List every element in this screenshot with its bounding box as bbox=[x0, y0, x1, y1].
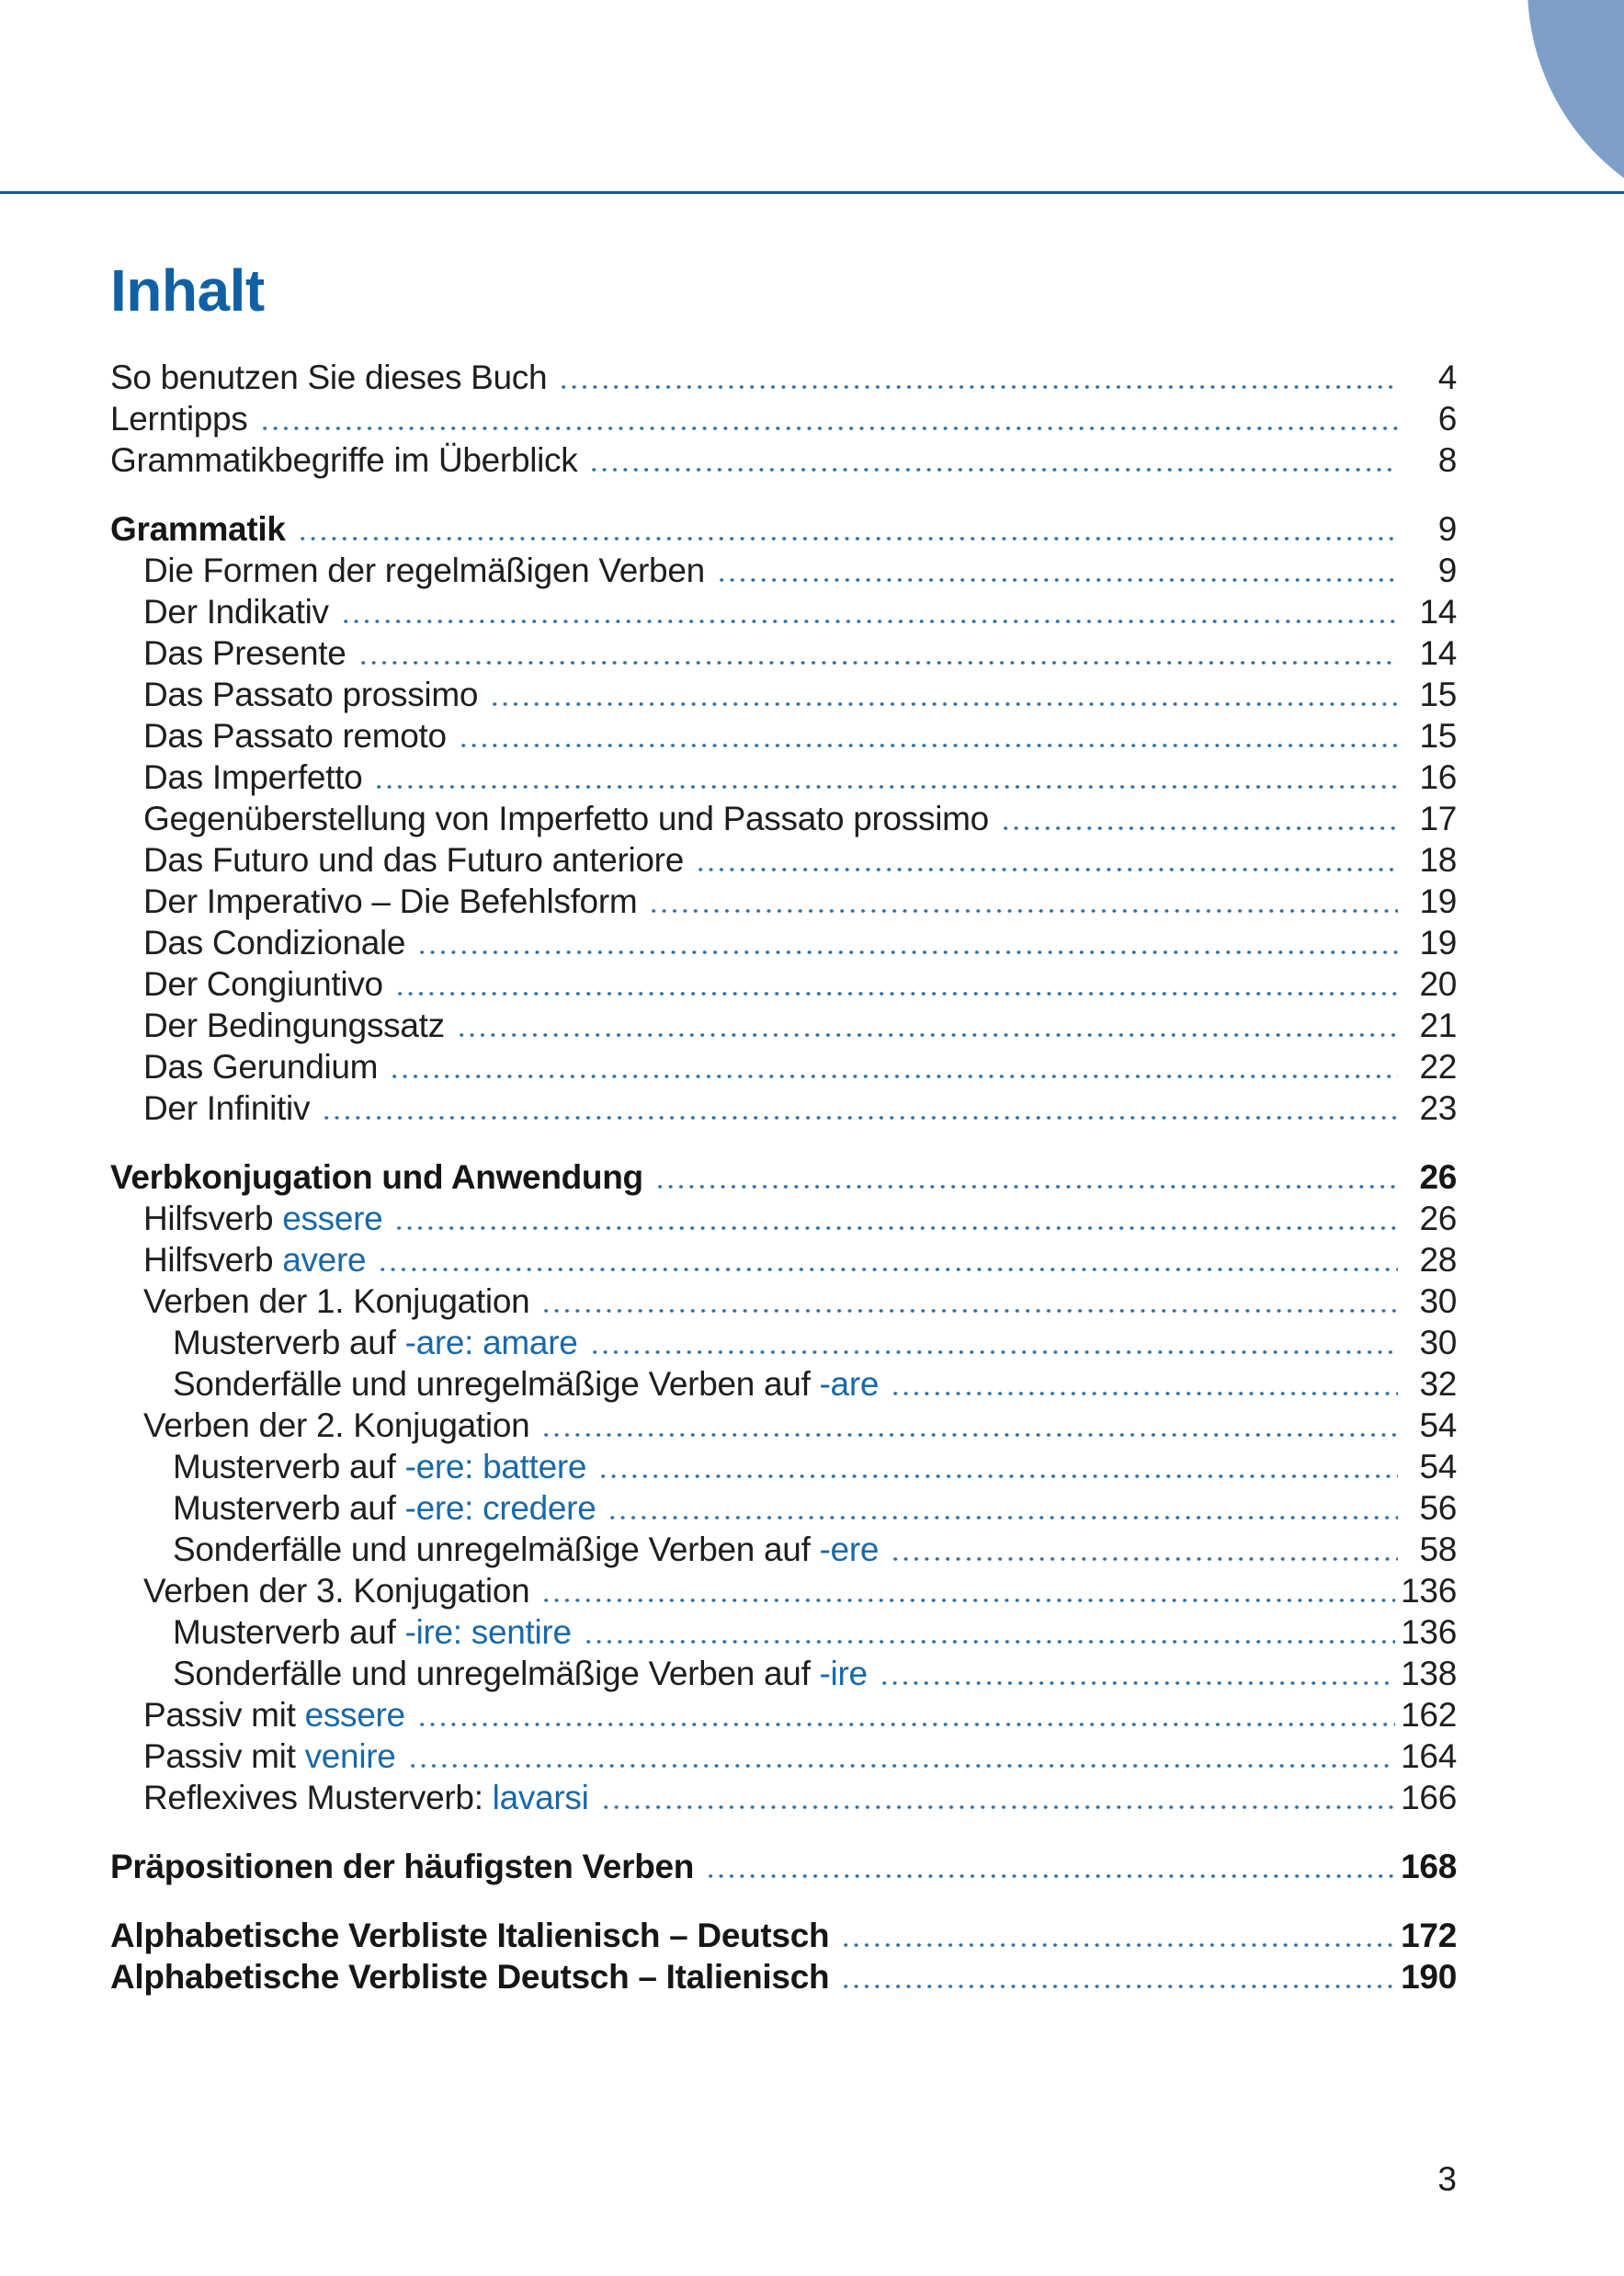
toc-row bbox=[110, 1198, 1457, 1239]
toc-entry-label bbox=[143, 839, 684, 881]
toc-leader-dots bbox=[415, 1694, 1395, 1735]
toc-entry-label bbox=[110, 398, 248, 439]
toc-label-text: Das Gerundium bbox=[143, 1048, 379, 1086]
header-rule bbox=[0, 191, 1624, 194]
toc-leader-dots bbox=[653, 1156, 1398, 1198]
toc-leader-dots bbox=[338, 591, 1398, 632]
toc-row bbox=[110, 1239, 1457, 1280]
toc-page-number: 30 bbox=[1419, 1324, 1457, 1361]
toc-row bbox=[110, 674, 1457, 715]
toc-label-text: Musterverb auf bbox=[173, 1489, 405, 1527]
toc-row bbox=[110, 1280, 1457, 1322]
toc-page-number: 164 bbox=[1401, 1737, 1457, 1775]
toc-entry-label bbox=[143, 1087, 310, 1129]
toc-leader-dots bbox=[888, 1529, 1398, 1570]
toc-label-highlight: avere bbox=[282, 1241, 367, 1279]
toc-row bbox=[110, 1653, 1457, 1694]
toc-label-text: Sonderfälle und unregelmäßige Verben auf bbox=[173, 1365, 820, 1403]
toc-leader-dots bbox=[356, 632, 1398, 674]
toc-entry-label bbox=[173, 1653, 868, 1694]
toc-page-number: 20 bbox=[1419, 965, 1457, 1003]
toc-label-highlight: -ere: battere bbox=[404, 1448, 587, 1485]
toc-leader-dots bbox=[998, 798, 1398, 839]
toc-entry-label bbox=[173, 1446, 586, 1487]
toc-label-text: Grammatik bbox=[110, 510, 286, 548]
toc-label-text: Lerntipps bbox=[110, 400, 248, 438]
toc-leader-dots bbox=[581, 1611, 1395, 1653]
toc-label-text: Hilfsverb bbox=[143, 1241, 283, 1279]
toc-entry-label bbox=[143, 881, 637, 922]
toc-label-text: Der Infinitiv bbox=[143, 1089, 311, 1127]
toc-page-number: 162 bbox=[1401, 1696, 1457, 1734]
toc-row bbox=[110, 398, 1457, 439]
toc-label-text: Verben der 3. Konjugation bbox=[143, 1572, 530, 1610]
toc-row bbox=[110, 1046, 1457, 1087]
toc-row bbox=[110, 963, 1457, 1005]
toc-leader-dots bbox=[605, 1487, 1398, 1529]
toc-page-number: 15 bbox=[1419, 717, 1457, 755]
toc-label-text: Gegenüberstellung von Imperfetto und Passato prossimo bbox=[143, 800, 989, 837]
toc-row bbox=[110, 632, 1457, 674]
toc-entry-label bbox=[143, 632, 346, 674]
toc-page-number: 8 bbox=[1437, 441, 1457, 479]
toc-leader-dots bbox=[693, 839, 1398, 881]
toc-label-text: Das Passato remoto bbox=[143, 717, 447, 755]
toc-page-number: 32 bbox=[1419, 1365, 1457, 1403]
toc-row bbox=[110, 439, 1457, 481]
toc-leader-dots bbox=[487, 674, 1398, 715]
toc-row bbox=[110, 757, 1457, 798]
toc-row bbox=[110, 1487, 1457, 1529]
toc-row bbox=[110, 550, 1457, 591]
toc-leader-dots bbox=[877, 1653, 1395, 1694]
toc-entry-label bbox=[110, 439, 577, 481]
toc-entry-label bbox=[143, 715, 447, 757]
toc-entry-label bbox=[110, 1956, 829, 1997]
toc-leader-dots bbox=[539, 1570, 1395, 1611]
toc-label-text: Der Bedingungssatz bbox=[143, 1007, 445, 1044]
toc-label-text: Musterverb auf bbox=[173, 1613, 405, 1651]
toc-page-number: 56 bbox=[1419, 1489, 1457, 1527]
toc-leader-dots bbox=[375, 1239, 1398, 1280]
toc-row bbox=[110, 839, 1457, 881]
toc-leader-dots bbox=[556, 357, 1398, 398]
toc-label-text: Alphabetische Verbliste Deutsch – Italienisch bbox=[110, 1958, 830, 1996]
toc-page-number: 15 bbox=[1419, 676, 1457, 713]
toc-entry-label bbox=[143, 1570, 529, 1611]
toc-leader-dots bbox=[838, 1956, 1395, 1997]
toc-row bbox=[110, 1846, 1457, 1887]
toc-leader-dots bbox=[646, 881, 1398, 922]
toc-label-text: Sonderfälle und unregelmäßige Verben auf bbox=[173, 1531, 820, 1568]
toc-row bbox=[110, 1156, 1457, 1198]
toc-label-text: Passiv mit bbox=[143, 1696, 305, 1734]
toc-row bbox=[110, 591, 1457, 632]
toc-row bbox=[110, 1570, 1457, 1611]
toc-label-text: Verben der 1. Konjugation bbox=[143, 1282, 530, 1320]
toc-entry-label bbox=[173, 1322, 578, 1363]
toc-page-number: 4 bbox=[1437, 358, 1457, 396]
toc-entry-label bbox=[143, 591, 329, 632]
toc-leader-dots bbox=[456, 715, 1398, 757]
toc-row bbox=[110, 1611, 1457, 1653]
toc-leader-dots bbox=[319, 1087, 1398, 1129]
toc-leader-dots bbox=[539, 1405, 1398, 1446]
toc-page-number: 136 bbox=[1401, 1613, 1457, 1651]
toc-row bbox=[110, 715, 1457, 757]
toc-label-text: Grammatikbegriffe im Überblick bbox=[110, 441, 578, 479]
toc-leader-dots bbox=[587, 1322, 1399, 1363]
toc-label-text: Das Futuro und das Futuro anteriore bbox=[143, 841, 684, 879]
toc-label-text: Musterverb auf bbox=[173, 1324, 405, 1361]
toc-page-number: 22 bbox=[1419, 1048, 1457, 1086]
toc-entry-label bbox=[110, 508, 286, 550]
toc-label-text: Hilfsverb bbox=[143, 1200, 283, 1237]
toc-page-number: 18 bbox=[1419, 841, 1457, 879]
toc-entry-label bbox=[110, 1915, 829, 1956]
toc-page-number: 54 bbox=[1419, 1406, 1457, 1444]
toc-leader-dots bbox=[586, 439, 1398, 481]
toc-leader-dots bbox=[415, 922, 1398, 963]
toc-label-text: Das Passato prossimo bbox=[143, 676, 479, 713]
toc-row bbox=[110, 1777, 1457, 1818]
toc-entry-label bbox=[143, 1280, 529, 1322]
toc-leader-dots bbox=[405, 1735, 1396, 1777]
toc-label-highlight: essere bbox=[282, 1200, 383, 1237]
toc-leader-dots bbox=[387, 1046, 1398, 1087]
toc-page-number: 190 bbox=[1401, 1958, 1457, 1996]
toc-row bbox=[110, 357, 1457, 398]
toc-leader-dots bbox=[371, 757, 1398, 798]
toc-label-text: Der Congiuntivo bbox=[143, 965, 383, 1003]
toc-label-highlight: -are: amare bbox=[404, 1324, 578, 1361]
toc-entry-label bbox=[143, 1005, 445, 1046]
toc-row bbox=[110, 1915, 1457, 1956]
toc-page-number: 168 bbox=[1401, 1848, 1457, 1885]
toc-leader-dots bbox=[838, 1915, 1395, 1956]
toc-page-number: 9 bbox=[1437, 510, 1457, 548]
toc-entry-label bbox=[143, 1405, 529, 1446]
toc-leader-dots bbox=[295, 508, 1398, 550]
toc-page-number: 136 bbox=[1401, 1572, 1457, 1610]
toc-label-text: Sonderfälle und unregelmäßige Verben auf bbox=[173, 1655, 820, 1692]
toc-row bbox=[110, 1446, 1457, 1487]
toc-row bbox=[110, 798, 1457, 839]
toc-page-number: 21 bbox=[1419, 1007, 1457, 1044]
toc-entry-label bbox=[143, 550, 705, 591]
toc-page-number: 14 bbox=[1419, 634, 1457, 672]
toc-page-number: 17 bbox=[1419, 800, 1457, 837]
toc-page-number: 6 bbox=[1437, 400, 1457, 438]
toc-label-text: So benutzen Sie dieses Buch bbox=[110, 358, 548, 396]
toc-label-text: Musterverb auf bbox=[173, 1448, 405, 1485]
toc-entry-label bbox=[143, 798, 989, 839]
toc-leader-dots bbox=[596, 1446, 1398, 1487]
toc-entry-label bbox=[143, 1198, 382, 1239]
toc-entry-label bbox=[143, 674, 478, 715]
toc-entry-label bbox=[143, 1735, 396, 1777]
toc-leader-dots bbox=[454, 1005, 1398, 1046]
toc-row bbox=[110, 881, 1457, 922]
toc-entry-label bbox=[143, 1777, 589, 1818]
toc-row bbox=[110, 922, 1457, 963]
toc-leader-dots bbox=[539, 1280, 1398, 1322]
toc-label-text: Passiv mit bbox=[143, 1737, 305, 1775]
toc-row bbox=[110, 1956, 1457, 1997]
toc-label-highlight: -ere bbox=[819, 1531, 880, 1568]
toc-label-highlight: -ire bbox=[819, 1655, 868, 1692]
toc-label-highlight: essere bbox=[304, 1696, 405, 1734]
toc-label-highlight: -are bbox=[819, 1365, 880, 1403]
toc-entry-label bbox=[173, 1529, 879, 1570]
toc-page-number: 172 bbox=[1401, 1917, 1457, 1954]
toc-leader-dots bbox=[257, 398, 1398, 439]
toc-entry-label bbox=[173, 1363, 879, 1405]
toc-page-number: 54 bbox=[1419, 1448, 1457, 1485]
toc-row bbox=[110, 1005, 1457, 1046]
toc-label-text: Der Imperativo – Die Befehlsform bbox=[143, 882, 638, 920]
toc-page-number: 23 bbox=[1419, 1089, 1457, 1127]
toc-label-text: Das Condizionale bbox=[143, 924, 406, 962]
toc-page-number: 9 bbox=[1437, 552, 1457, 589]
toc-row bbox=[110, 1735, 1457, 1777]
toc-page-number: 30 bbox=[1419, 1282, 1457, 1320]
toc-label-text: Verbkonjugation und Anwendung bbox=[110, 1158, 643, 1196]
toc-leader-dots bbox=[703, 1846, 1395, 1887]
toc-row bbox=[110, 1529, 1457, 1570]
toc-label-text: Der Indikativ bbox=[143, 593, 329, 631]
toc-entry-label bbox=[143, 963, 383, 1005]
toc-entry-label bbox=[110, 357, 547, 398]
toc-entry-label bbox=[143, 1046, 378, 1087]
toc-page-number: 58 bbox=[1419, 1531, 1457, 1568]
toc-page-number: 14 bbox=[1419, 593, 1457, 631]
toc-leader-dots bbox=[888, 1363, 1398, 1405]
toc-list bbox=[110, 357, 1457, 1997]
toc-row bbox=[110, 508, 1457, 550]
toc-row bbox=[110, 1694, 1457, 1735]
toc-label-text: Das Imperfetto bbox=[143, 758, 363, 796]
toc-leader-dots bbox=[392, 1198, 1398, 1239]
toc-entry-label bbox=[173, 1487, 596, 1529]
toc-leader-dots bbox=[598, 1777, 1396, 1818]
toc-label-text: Präpositionen der häufigsten Verben bbox=[110, 1848, 695, 1885]
toc-entry-label bbox=[143, 757, 362, 798]
toc-label-highlight: -ere: credere bbox=[404, 1489, 596, 1527]
toc-label-text: Das Presente bbox=[143, 634, 346, 672]
toc-page-number: 19 bbox=[1419, 924, 1457, 962]
toc-label-text: Reflexives Musterverb: bbox=[143, 1779, 493, 1816]
toc-row bbox=[110, 1087, 1457, 1129]
toc-row bbox=[110, 1405, 1457, 1446]
toc-entry-label bbox=[110, 1846, 694, 1887]
footer-page-number: 3 bbox=[1437, 2160, 1457, 2198]
toc-label-text: Verben der 2. Konjugation bbox=[143, 1406, 530, 1444]
toc-row bbox=[110, 1322, 1457, 1363]
toc-label-text: Die Formen der regelmäßigen Verben bbox=[143, 552, 705, 589]
toc-label-highlight: venire bbox=[304, 1737, 396, 1775]
toc-label-highlight: lavarsi bbox=[492, 1779, 589, 1816]
toc-page-number: 16 bbox=[1419, 758, 1457, 796]
toc-leader-dots bbox=[392, 963, 1398, 1005]
toc-entry-label bbox=[173, 1611, 572, 1653]
toc-entry-label bbox=[143, 1239, 366, 1280]
toc-page-number: 26 bbox=[1419, 1158, 1457, 1196]
toc-label-text: Alphabetische Verbliste Italienisch – Deutsch bbox=[110, 1917, 830, 1954]
toc-row bbox=[110, 1363, 1457, 1405]
toc-entry-label bbox=[143, 922, 405, 963]
toc-label-highlight: -ire: sentire bbox=[404, 1613, 572, 1651]
toc-page-number: 166 bbox=[1401, 1779, 1457, 1816]
page-title: Inhalt bbox=[110, 257, 265, 324]
toc-page-number: 28 bbox=[1419, 1241, 1457, 1279]
toc-entry-label bbox=[143, 1694, 405, 1735]
toc-content bbox=[110, 257, 1457, 1997]
toc-entry-label bbox=[110, 1156, 643, 1198]
toc-page-number: 138 bbox=[1401, 1655, 1457, 1692]
toc-leader-dots bbox=[714, 550, 1398, 591]
toc-page-number: 19 bbox=[1419, 882, 1457, 920]
toc-page-number: 26 bbox=[1419, 1200, 1457, 1237]
